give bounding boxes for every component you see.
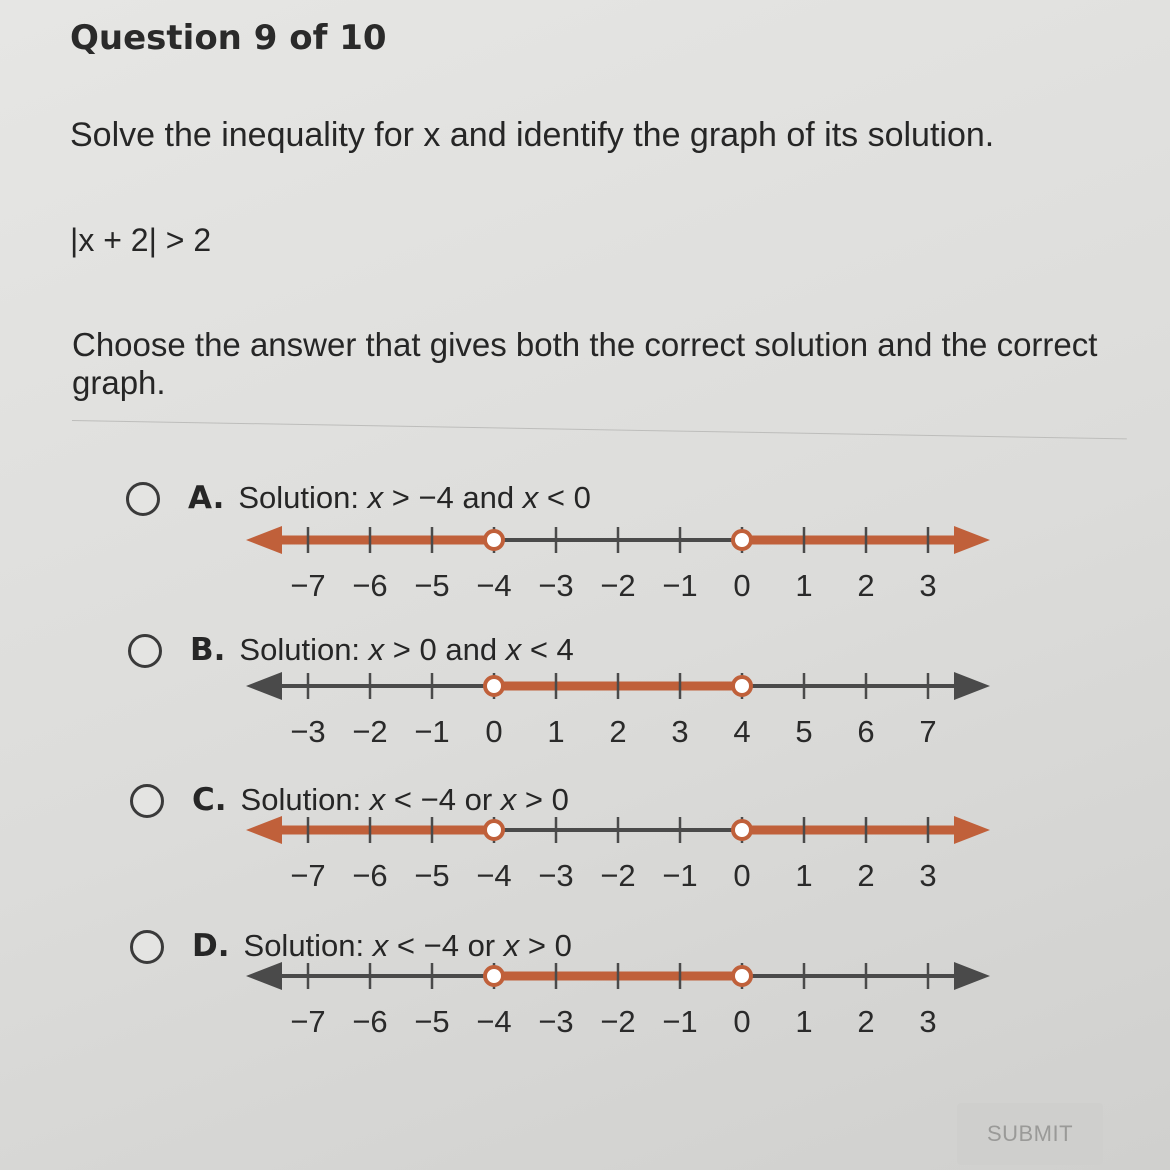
- option-b-var1: x: [368, 632, 385, 667]
- open-circle: [733, 821, 751, 839]
- option-c-prefix: Solution:: [240, 782, 362, 817]
- instruction-text: Choose the answer that gives both the correct solution and the correct graph.: [72, 326, 1098, 401]
- tick-label: 3: [919, 568, 937, 603]
- tick-label: 1: [795, 568, 813, 603]
- tick-label: 2: [857, 568, 875, 603]
- option-a-prefix: Solution:: [238, 480, 359, 515]
- option-a-label: [188, 480, 591, 516]
- option-b-prefix: Solution:: [239, 632, 361, 667]
- number-line-b: [240, 672, 1010, 762]
- tick-label: −3: [538, 1004, 574, 1039]
- option-d[interactable]: [0, 926, 1170, 1066]
- tick-label: −1: [414, 714, 450, 749]
- option-c-rel1: < −4 or: [385, 782, 501, 817]
- option-a-rel2: < 0: [538, 480, 591, 515]
- option-c-var2: x: [500, 782, 517, 817]
- option-b-label: [190, 632, 574, 668]
- tick-label: −4: [476, 568, 512, 603]
- tick-label: −2: [352, 714, 388, 749]
- tick-label: 2: [857, 858, 875, 893]
- open-circle: [485, 967, 503, 985]
- radio-c[interactable]: [130, 784, 164, 818]
- option-b-rel2: < 4: [521, 632, 574, 667]
- option-c-letter: C.: [192, 782, 227, 818]
- right-arrow-icon: [954, 962, 990, 990]
- tick-label: −5: [414, 1004, 450, 1039]
- left-arrow-icon: [246, 526, 282, 554]
- option-a-rel1: > −4 and: [383, 480, 523, 515]
- option-a[interactable]: [0, 478, 1170, 618]
- right-arrow-icon: [954, 672, 990, 700]
- tick-label: 7: [919, 714, 937, 749]
- tick-label: −6: [352, 1004, 388, 1039]
- question-prompt: Solve the inequality for x and identify the graph of its solution.: [70, 116, 995, 154]
- tick-label: 3: [671, 714, 689, 749]
- tick-label: −5: [414, 858, 450, 893]
- option-d-rel1: < −4 or: [388, 928, 504, 963]
- open-circle: [485, 531, 503, 549]
- tick-label: 6: [857, 714, 875, 749]
- option-d-prefix: Solution:: [243, 928, 365, 963]
- tick-label: −2: [600, 1004, 636, 1039]
- option-c[interactable]: [0, 780, 1170, 920]
- submit-button[interactable]: SUBMIT: [957, 1103, 1103, 1165]
- tick-label: −3: [290, 714, 326, 749]
- option-b-rel1: > 0 and: [384, 632, 506, 667]
- tick-label: 0: [733, 858, 751, 893]
- tick-label: −6: [352, 568, 388, 603]
- tick-label: 5: [795, 714, 813, 749]
- number-line-c: [240, 816, 1010, 906]
- open-circle: [733, 967, 751, 985]
- option-c-var1: x: [369, 782, 386, 817]
- tick-label: 4: [733, 714, 751, 749]
- option-d-var2: x: [503, 928, 520, 963]
- tick-label: 0: [485, 714, 503, 749]
- tick-label: −6: [352, 858, 388, 893]
- tick-label: 1: [795, 858, 813, 893]
- left-arrow-icon: [246, 962, 282, 990]
- option-d-label: [192, 928, 572, 964]
- option-d-var1: x: [372, 928, 389, 963]
- right-arrow-icon: [954, 816, 990, 844]
- tick-label: −7: [290, 1004, 326, 1039]
- tick-label: −2: [600, 858, 636, 893]
- left-arrow-icon: [246, 672, 282, 700]
- open-circle: [733, 531, 751, 549]
- option-b[interactable]: [0, 630, 1170, 770]
- option-a-letter: A.: [188, 480, 225, 516]
- tick-label: 1: [547, 714, 565, 749]
- tick-label: 0: [733, 1004, 751, 1039]
- radio-a[interactable]: [126, 482, 160, 516]
- tick-label: 2: [857, 1004, 875, 1039]
- tick-label: −1: [662, 1004, 698, 1039]
- option-a-var1: x: [367, 480, 384, 515]
- tick-label: 3: [919, 858, 937, 893]
- option-c-rel2: > 0: [516, 782, 569, 817]
- option-b-var2: x: [505, 632, 522, 667]
- option-c-label: [192, 782, 569, 818]
- tick-label: −2: [600, 568, 636, 603]
- tick-label: 0: [733, 568, 751, 603]
- open-circle: [485, 677, 503, 695]
- radio-b[interactable]: [128, 634, 162, 668]
- tick-label: 1: [795, 1004, 813, 1039]
- number-line-d: [240, 962, 1010, 1052]
- tick-label: −7: [290, 858, 326, 893]
- right-arrow-icon: [954, 526, 990, 554]
- tick-label: −3: [538, 858, 574, 893]
- number-line-a: [240, 526, 1010, 616]
- option-a-var2: x: [522, 480, 539, 515]
- tick-label: −7: [290, 568, 326, 603]
- tick-label: −5: [414, 568, 450, 603]
- tick-label: 2: [609, 714, 627, 749]
- tick-label: −1: [662, 568, 698, 603]
- option-b-letter: B.: [190, 632, 226, 668]
- tick-label: −4: [476, 858, 512, 893]
- option-d-letter: D.: [192, 928, 230, 964]
- tick-label: 3: [919, 1004, 937, 1039]
- divider: [72, 420, 1127, 439]
- open-circle: [733, 677, 751, 695]
- open-circle: [485, 821, 503, 839]
- tick-label: −1: [662, 858, 698, 893]
- inequality-expression: |x + 2| > 2: [70, 222, 212, 258]
- radio-d[interactable]: [130, 930, 164, 964]
- tick-label: −3: [538, 568, 574, 603]
- left-arrow-icon: [246, 816, 282, 844]
- question-number: Question 9 of 10: [70, 18, 387, 58]
- tick-label: −4: [476, 1004, 512, 1039]
- option-d-rel2: > 0: [519, 928, 572, 963]
